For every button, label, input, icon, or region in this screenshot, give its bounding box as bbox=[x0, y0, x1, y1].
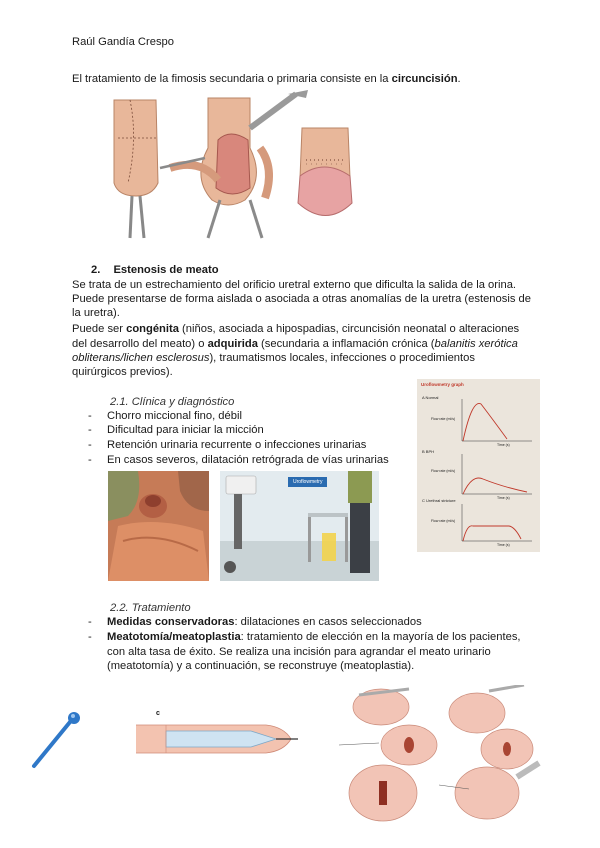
list-item-text bbox=[107, 615, 422, 629]
intro-bold-term: circuncisión bbox=[391, 73, 458, 85]
meatal-stenosis-photo bbox=[108, 471, 209, 581]
graph-xlabel: Time (s) bbox=[497, 443, 510, 447]
subsection-heading-clinica: 2.1. Clínica y diagnóstico bbox=[110, 396, 235, 408]
section-title: Estenosis de meato bbox=[113, 264, 219, 276]
list-item-text: Retención urinaria recurrente o infecciones urinarias bbox=[107, 439, 367, 451]
paragraph-line: Puede presentarse de forma aislada o asociada a otras anomalías de la uretra (estenosis de bbox=[72, 293, 531, 305]
graph-title: Uroflowmetry graph bbox=[421, 382, 464, 387]
graph-ylabel: Flow rate (ml/s) bbox=[431, 519, 456, 523]
circumcision-illustration bbox=[100, 88, 368, 240]
paragraph-line bbox=[72, 337, 518, 351]
graph-xlabel: Time (s) bbox=[497, 543, 510, 547]
list-item-text: En casos severos, dilatación retrógrada de vías urinarias bbox=[107, 454, 389, 466]
paragraph-line: Se trata de un estrechamiento del orificio uretral externo que dificulta la salida de la orina. bbox=[72, 279, 517, 291]
video-label-badge: Uroflowmetry bbox=[288, 477, 327, 487]
uroflowmetry-video-frame bbox=[220, 471, 379, 581]
bold-term-adquirida: adquirida bbox=[207, 338, 258, 350]
paragraph-line bbox=[72, 351, 475, 365]
graph-label-c: C Urethral stricture bbox=[422, 498, 456, 503]
paragraph-line: la uretra). bbox=[72, 307, 120, 319]
text-run: (secundaria a inflamación crónica ( bbox=[257, 338, 435, 350]
list-item-text: Dificultad para iniciar la micción bbox=[107, 424, 264, 436]
text-run: Puede ser bbox=[72, 323, 127, 335]
subsection-heading-tratamiento: 2.2. Tratamiento bbox=[110, 602, 191, 614]
paragraph-line bbox=[72, 322, 519, 336]
list-item-text: Chorro miccional fino, débil bbox=[107, 410, 242, 422]
italic-term: obliterans/lichen esclerosus bbox=[72, 352, 210, 364]
graph-ylabel: Flow rate (ml/s) bbox=[431, 417, 456, 421]
bold-term: Medidas conservadoras bbox=[107, 616, 235, 628]
section-heading bbox=[91, 263, 219, 277]
paragraph-line: con alta tasa de éxito. Se realiza una incisión para agrandar el meato urinario bbox=[107, 646, 491, 658]
list-item-text bbox=[107, 630, 521, 644]
text-run: del desarrollo del meato) o bbox=[72, 338, 208, 350]
catheter-label: c bbox=[156, 711, 160, 717]
section-number: 2. bbox=[91, 264, 101, 276]
intro-end: . bbox=[457, 73, 461, 85]
dilator-illustration bbox=[28, 708, 86, 770]
meatotomy-steps-illustration bbox=[339, 685, 541, 828]
text-run: ), traumatismos locales, infecciones o procedimientos bbox=[209, 352, 475, 364]
text-run: (niños, asociada a hipospadias, circuncisión neonatal o alteraciones bbox=[178, 323, 520, 335]
paragraph-line: (meatotomía) y a continuación, se reconstruye (meatoplastia). bbox=[107, 660, 415, 672]
intro-text: El tratamiento de la fimosis secundaria o primaria consiste en la bbox=[72, 73, 392, 85]
uroflowmetry-graph-image bbox=[417, 379, 540, 552]
graph-ylabel: Flow rate (ml/s) bbox=[431, 469, 456, 473]
bold-term-congenita: congénita bbox=[126, 323, 179, 335]
paragraph-line: quirúrgicos previos). bbox=[72, 366, 173, 378]
italic-term: balanitis xerótica bbox=[434, 338, 518, 350]
urethral-catheter-diagram bbox=[136, 711, 306, 767]
author-header: Raúl Gandía Crespo bbox=[72, 36, 174, 48]
graph-label-b: B BPH bbox=[422, 449, 435, 454]
bold-term: Meatotomía/meatoplastia bbox=[107, 631, 241, 643]
graph-xlabel: Time (s) bbox=[497, 496, 510, 500]
text-run: : tratamiento de elección en la mayoría de los pacientes, bbox=[240, 631, 521, 643]
graph-label-a: A Normal bbox=[422, 395, 439, 400]
text-run: : dilataciones en casos seleccionados bbox=[234, 616, 422, 628]
intro-paragraph bbox=[72, 72, 461, 86]
